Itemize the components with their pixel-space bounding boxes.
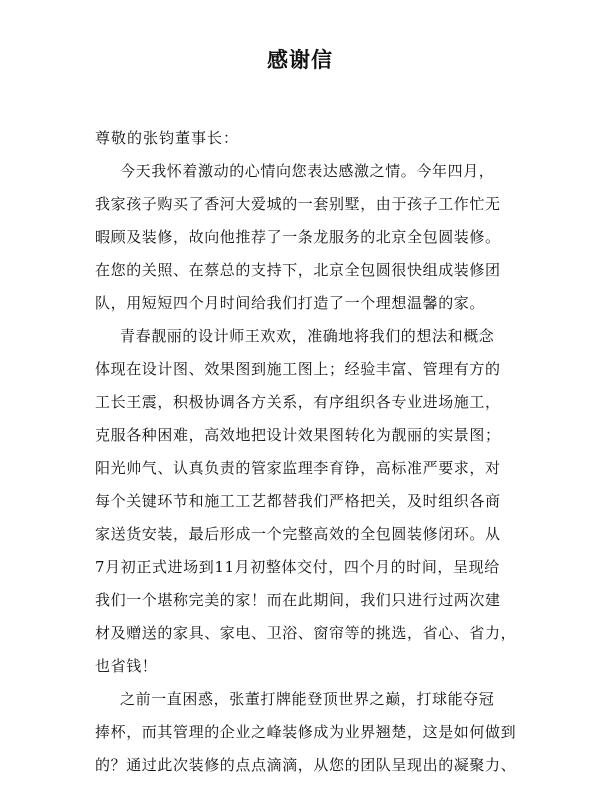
body-line: 家送货安装，最后形成一个完整高效的全包圆装修闭环。从 (95, 525, 501, 543)
body-line: 在您的关照、在蔡总的支持下，北京全包圆很快组成装修团 (95, 261, 501, 279)
body-line: 捧杯，而其管理的企业之峰装修成为业界翘楚，这是如何做到 (95, 723, 517, 741)
body-line: 暇顾及装修，故向他推荐了一条龙服务的北京全包圆装修。 (95, 228, 501, 246)
body-line: 阳光帅气、认真负责的管家监理李育铮，高标准严要求，对 (95, 459, 501, 477)
body-line: 的？通过此次装修的点点滴滴，从您的团队呈现出的凝聚力、 (95, 756, 517, 774)
body-line: 我们一个堪称完美的家！而在此期间，我们只进行过两次建 (95, 591, 501, 609)
body-line: 工长王震，积极协调各方关系，有序组织各专业进场施工， (95, 393, 501, 411)
body-line: 7月初正式进场到11月初整体交付，四个月的时间，呈现给 (95, 558, 500, 576)
body-line: 我家孩子购买了香河大爱城的一套别墅，由于孩子工作忙无 (95, 195, 501, 213)
body-line: 也省钱！ (95, 657, 158, 675)
body-line: 之前一直困惑，张董打牌能登顶世界之巅，打球能夺冠 (120, 690, 495, 708)
body-line: 克服各种困难，高效地把设计效果图转化为靓丽的实景图； (95, 426, 501, 444)
body-line: 今天我怀着激动的心情向您表达感激之情。今年四月， (120, 162, 495, 180)
body-line: 体现在设计图、效果图到施工图上；经验丰富、管理有方的 (95, 360, 501, 378)
body-line: 青春靓丽的设计师王欢欢，准确地将我们的想法和概念 (120, 327, 495, 345)
body-line: 材及赠送的家具、家电、卫浴、窗帘等的挑选，省心、省力， (95, 624, 517, 642)
salutation: 尊敬的张钧董事长： (95, 129, 240, 147)
body-line: 队，用短短四个月时间给我们打造了一个理想温馨的家。 (95, 294, 486, 312)
body-line: 每个关键环节和施工工艺都替我们严格把关，及时组织各商 (95, 492, 501, 510)
letter-title: 感谢信 (267, 47, 333, 72)
